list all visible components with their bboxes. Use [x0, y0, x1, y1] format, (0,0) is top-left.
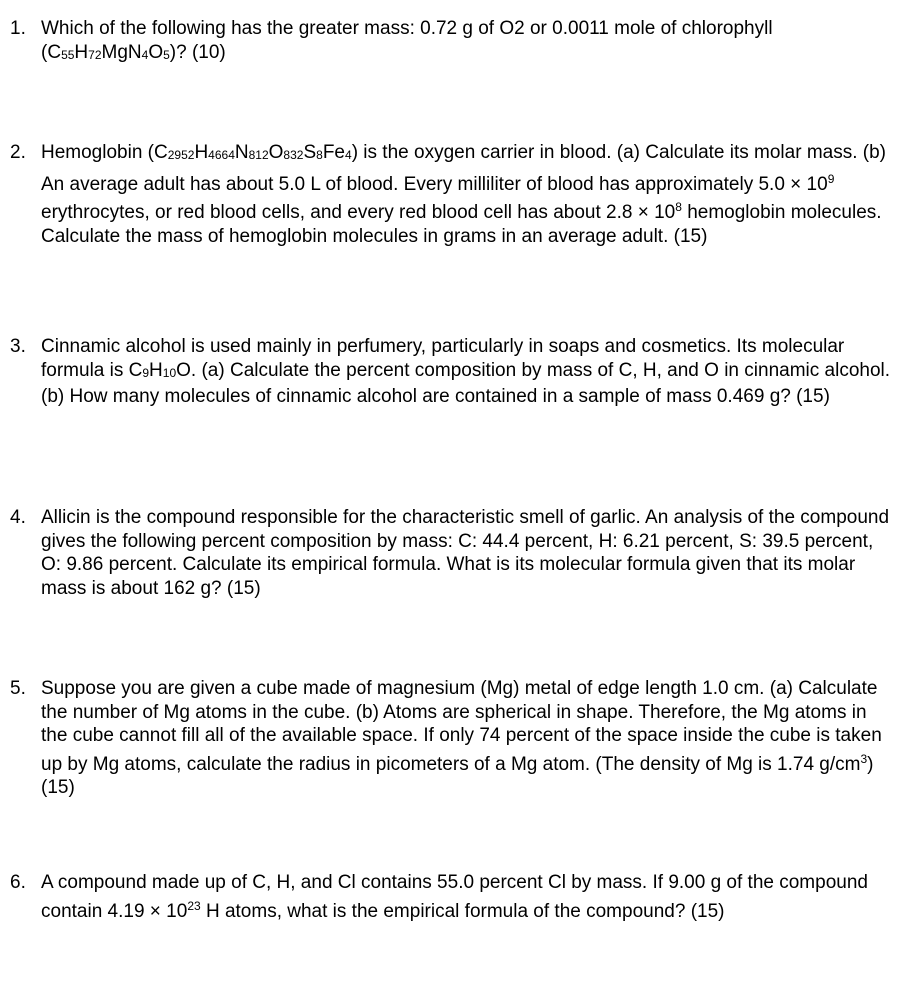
subscript: 55 [61, 47, 75, 62]
text-run: O. (a) Calculate the percent composition by mass of C, H, and O in cinnamic alcohol. (b) How many molecules of cinnamic alcohol are contained in a sample of mass 0.469 g? (15) [41, 359, 891, 408]
subscript: 72 [88, 47, 102, 62]
text-run: H atoms, what is the empirical formula of the compound? (15) [200, 900, 725, 922]
problem-3 [0, 335, 890, 409]
problem-text [41, 141, 890, 248]
text-run: A compound made up of C, H, and Cl contains 55.0 percent Cl by mass. If 9.00 g of the compound contain 4.19 × 10 [41, 872, 868, 922]
subscript: 812 [248, 148, 269, 162]
text-run: ) is the oxygen carrier in blood. (a) Calculate its molar mass. (b) An average adult has about 5.0 L of blood. Every milliliter of blood has approximately 5.0 × 10 [41, 142, 887, 195]
text-run: Hemoglobin (C [41, 142, 168, 163]
superscript: 9 [827, 171, 835, 186]
text-run: N [234, 142, 249, 163]
problem-text [41, 677, 890, 800]
text-run: Fe [322, 142, 346, 163]
subscript: 5 [163, 47, 170, 62]
subscript: 10 [162, 365, 177, 380]
problem-4 [0, 506, 890, 600]
subscript: 4 [141, 47, 149, 62]
text-run: Allicin is the compound responsible for the characteristic smell of garlic. An analysis of the compound gives the following percent composition by mass: C: 44.4 percent, H: 6.21 percent, S: 39.5 percent, O: 9.86 percent. Calculate its empirical formula. What is its molecular formula given that its molar mass is about 162 g? (15) [41, 507, 890, 599]
text-run: ) (15) [41, 753, 874, 799]
text-run: Cinnamic alcohol is used mainly in perfumery, particularly in soaps and cosmetics. Its molecular formula is C [41, 336, 845, 381]
problem-text [41, 506, 890, 600]
subscript: 2952 [167, 148, 195, 162]
text-run: S [303, 142, 317, 163]
problem-text [41, 871, 890, 923]
text-run: H [194, 142, 209, 163]
text-run: O [148, 41, 164, 63]
problem-number: 2. [10, 142, 26, 163]
superscript: 8 [675, 200, 682, 215]
problem-number: 5. [10, 678, 26, 699]
subscript: 9 [142, 365, 150, 380]
subscript: 832 [283, 148, 304, 162]
text-run: hemoglobin molecules. Calculate the mass of hemoglobin molecules in grams in an average adult. (15) [41, 202, 882, 247]
problem-2 [0, 141, 890, 248]
problem-number: 1. [10, 18, 26, 39]
text-run: O [268, 142, 284, 163]
problem-6 [0, 871, 890, 923]
problem-text [41, 17, 890, 67]
subscript: 4664 [208, 148, 235, 162]
text-run: Suppose you are given a cube made of magnesium (Mg) metal of edge length 1.0 cm. (a) Calculate the number of Mg atoms in the cube. (b) Atoms are spherical in shape. Therefore, the Mg atoms in the cube cannot fill all of the available space. If only 74 percent of the space inside the cube is taken up by Mg atoms, calculate the radius in picometers of a Mg atom. (The density of Mg is 1.74 g/cm [41, 678, 882, 775]
text-run: MgN [101, 41, 142, 63]
text-run: erythrocytes, or red blood cells, and every red blood cell has about 2.8 × 10 [41, 202, 676, 224]
problem-5 [0, 677, 890, 800]
text-run: H [74, 41, 89, 63]
problem-text [41, 335, 890, 409]
text-run: H [149, 359, 163, 381]
superscript: 23 [187, 898, 201, 913]
subscript: 4 [345, 148, 352, 162]
problem-number: 3. [10, 336, 26, 357]
text-run: )? (10) [169, 41, 226, 63]
subscript: 8 [316, 148, 323, 162]
superscript: 3 [860, 751, 868, 766]
problem-number: 6. [10, 872, 26, 893]
text-run: Which of the following has the greater mass: 0.72 g of O2 or 0.0011 mole of chlorophyll (C [41, 18, 773, 63]
problem-number: 4. [10, 507, 26, 528]
problem-1 [0, 17, 890, 67]
